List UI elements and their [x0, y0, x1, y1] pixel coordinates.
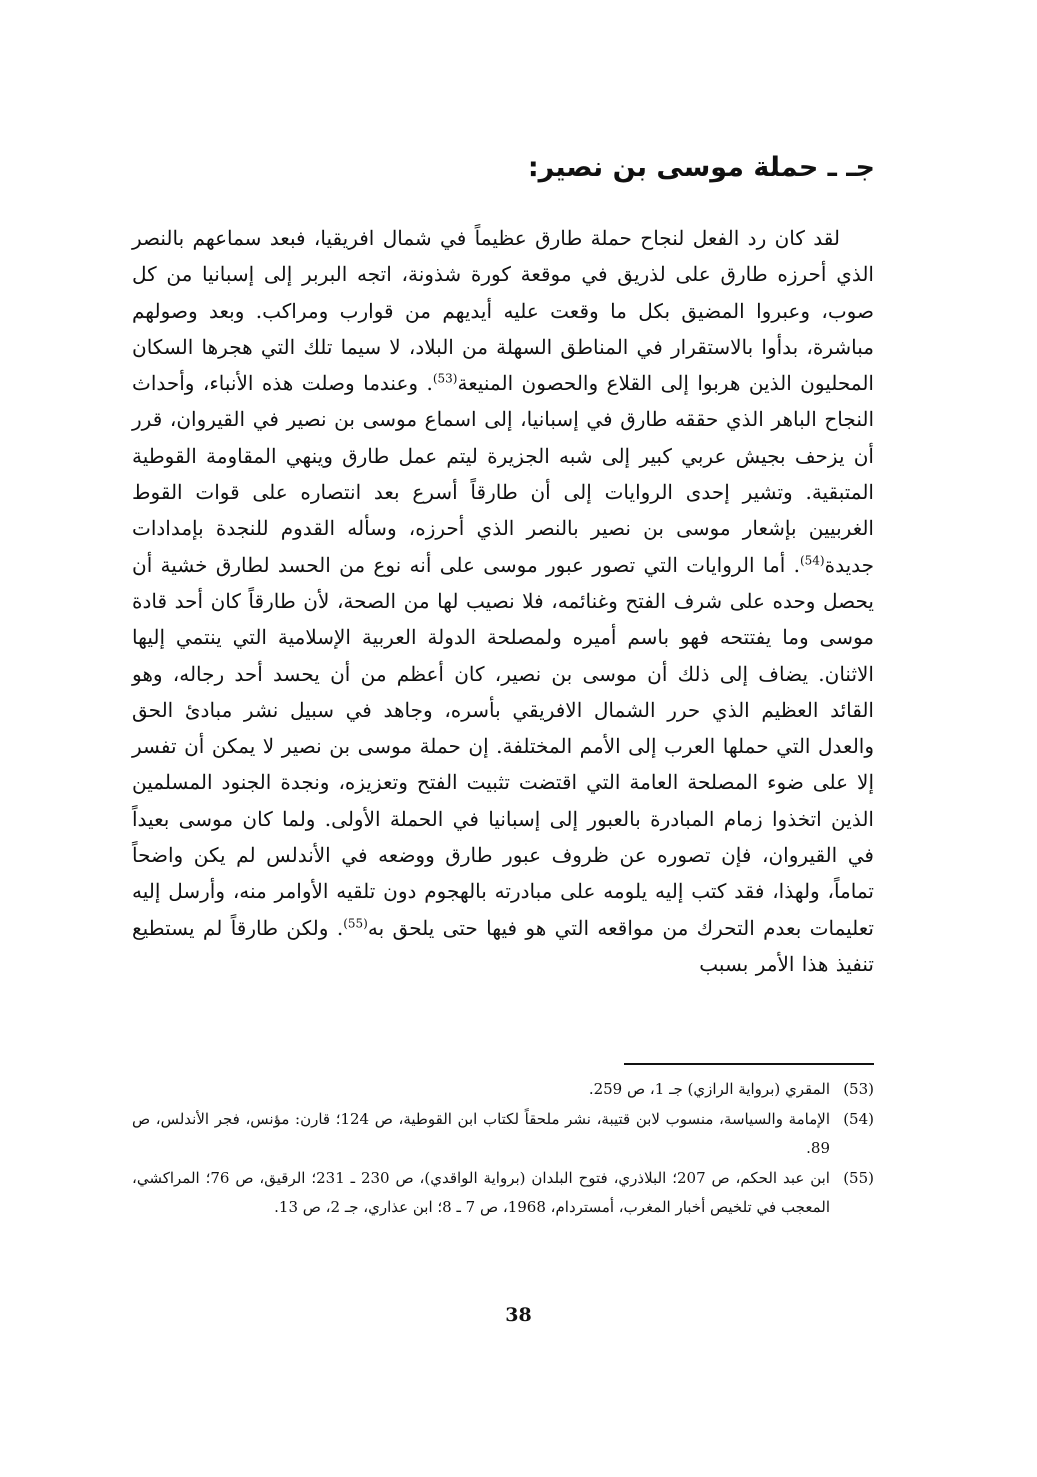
footnote-text: المقري (برواية الرازي) جـ 1، ص 259.: [588, 1080, 830, 1098]
page-number: 38: [505, 1304, 532, 1326]
footnote-ref-53[interactable]: (53): [432, 371, 458, 386]
footnote-item: [132, 1105, 874, 1164]
footnote-ref-55[interactable]: (55): [343, 915, 368, 930]
body-text-part-1: لقد كان رد الفعل لنجاح حملة طارق عظيماً في شمال افريقيا، فبعد سماعهم بالنصر الذي أحرزه طارق على لذريق في موقعة كورة شذونة، اتجه البربر إلى إسبانيا من كل صوب، وعبروا المضيق بكل ما وقعت عليه أيديهم من قوارب ومراكب. وبعد وصولهم مباشرة، بدأوا بالاستقرار في المناطق السهلة من البلاد، لا سيما تلك التي هجرها السكان المحليون الذين هربوا إلى القلاع والحصون المنيعة: [132, 226, 875, 396]
footnote-number: (54): [843, 1109, 874, 1128]
body-text-part-3: . أما الروايات التي تصور عبور موسى على أنه نوع من الحسد لطارق خشية أن يحصل وحده على شرف الفتح وغنائمه، فلا نصيب لها من الصحة، لأن طارقاً كان أحد قادة موسى وما يفتتحه فهو باسم أميره ولمصلحة الدولة العربية الإسلامية التي ينتمي إليها الاثنان. يضاف إلى ذلك أن موسى بن نصير، كان أعظم من أن يحسد أحد رجاله، وهو القائد العظيم الذي حرر الشمال الافريقي بأسره، وجاهد في سبيل نشر مبادئ الحق والعدل التي حملها العرب إلى الأمم المختلفة. إن حملة موسى بن نصير لا يمكن أن تفسر إلا على ضوء المصلحة العامة التي اقتضت تثبيت الفتح وتعزيزه، ونجدة الجنود المسلمين الذين اتخذوا زمام المبادرة بالعبور إلى إسبانيا في الحملة الأولى. ولما كان موسى بعيداً في القيروان، فإن تصوره عن ظروف عبور طارق ووضعه في الأندلس لم يكن واضحاً تماماً، ولهذا، فقد كتب إليه يلومه على مبادرته بالهجوم دون تلقيه الأوامر منه، وأرسل إليه تعليمات بعدم التحرك من مواقعه التي هو فيها حتى يلحق به: [132, 552, 875, 940]
footnote-text: ابن عبد الحكم، ص 207؛ البلاذري، فتوح البلدان (برواية الواقدي)، ص 230 ـ 231؛ الرقيق، ص 76؛ المراكشي، المعجب في تلخيص أخبار المغرب، أمستردام، 1968، ص 7 ـ 8؛ ابن عذاري، جـ 2، ص 13.: [132, 1168, 830, 1216]
footnote-ref-54[interactable]: (54): [799, 553, 825, 568]
footnote-text: الإمامة والسياسة، منسوب لابن قتيبة، نشر ملحقاً لكتاب ابن القوطية، ص 124؛ قارن: مؤنس، فجر الأندلس، ص 89.: [132, 1109, 831, 1157]
body-text-part-4: . ولكن طارقاً لم يستطيع تنفيذ هذا الأمر بسبب: [132, 915, 874, 976]
footnote-number: (55): [843, 1168, 874, 1187]
footnotes-list: [132, 1075, 874, 1223]
footnote-item: [132, 1075, 874, 1105]
body-paragraph: [132, 220, 874, 982]
footnote-item: [132, 1164, 874, 1223]
footnote-separator: [624, 1063, 874, 1065]
body-text-part-2: . وعندما وصلت هذه الأنباء، وأحداث النجاح الباهر الذي حققه طارق في إسبانيا، إلى اسماع موسى بن نصير في القيروان، قرر أن يزحف بجيش عربي كبير إلى شبه الجزيرة ليتم عمل طارق وينهي المقاومة القوطية المتبقية. وتشير إحدى الروايات إلى أن طارقاً أسرع بعد انتصاره على قوات القوط الغربيين بإشعار موسى بن نصير بالنصر الذي أحرزه، وسأله القدوم للنجدة بإمدادات جديدة: [132, 371, 874, 577]
section-heading: جـ ـ حملة موسى بن نصير:: [527, 152, 875, 183]
footnote-number: (53): [843, 1080, 874, 1098]
